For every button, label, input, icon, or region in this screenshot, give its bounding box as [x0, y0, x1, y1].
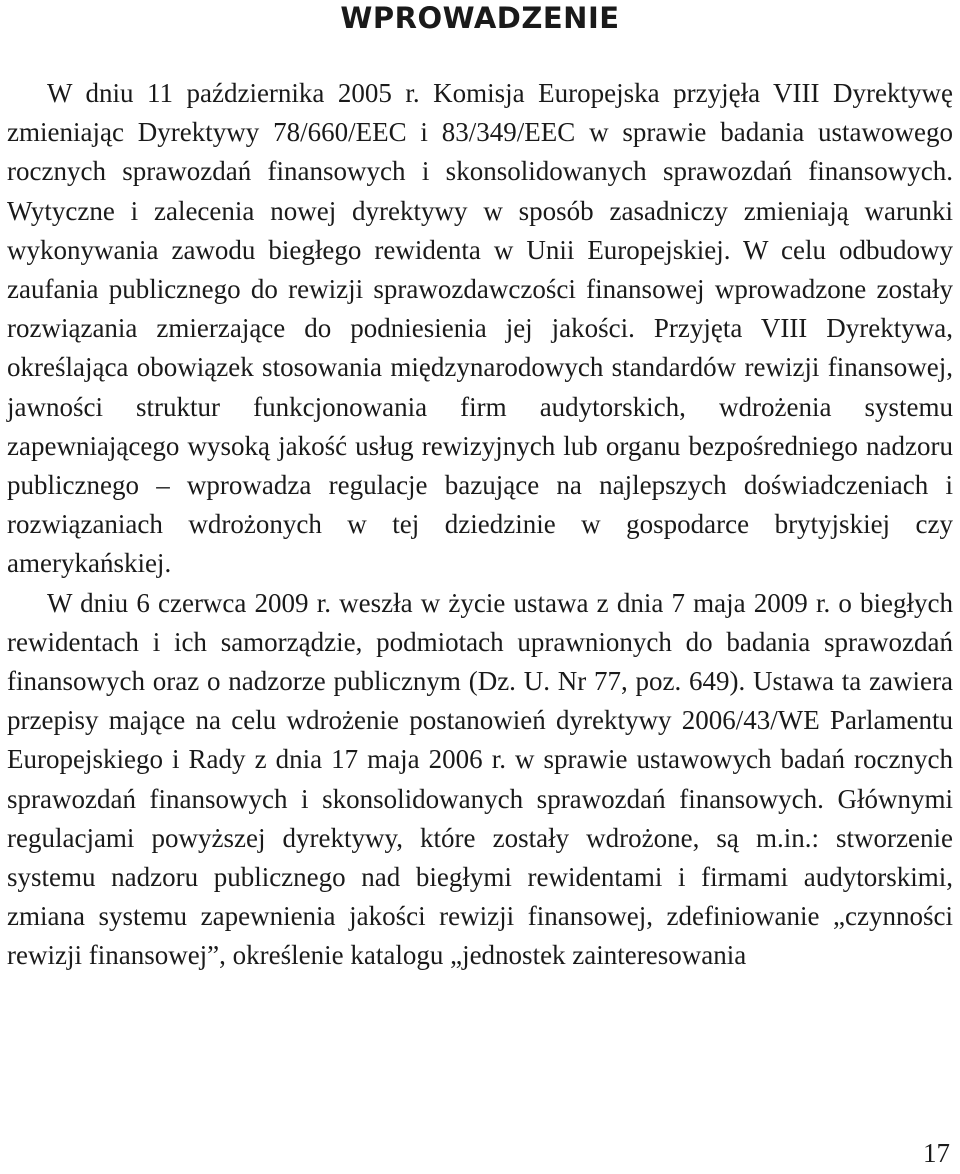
paragraph-1: W dniu 11 października 2005 r. Komisja Europejska przyjęła VIII Dyrektywę zmieniając Dyrektywy 78/660/EEC i 83/349/EEC w sprawie badania ustawowego rocznych sprawozdań finansowych i skonsolidowanych sprawozdań finansowych. Wytyczne i zalecenia nowej dyrektywy w sposób zasadniczy zmieniają warunki wykonywania zawodu biegłego rewidenta w Unii Europejskiej. W celu odbudowy zaufania publicznego do rewizji sprawozdawczości finansowej wprowadzone zostały rozwiązania zmierzające do podniesienia jej jakości. Przyjęta VIII Dyrektywa, określająca obowiązek stosowania międzynarodowych standardów rewizji finansowej, jawności struktur funkcjonowania firm audytorskich, wdrożenia systemu zapewniającego wysoką jakość usług rewizyjnych lub organu bezpośredniego nadzoru publicznego – wprowadza regulacje bazujące na najlepszych doświadczeniach i rozwiązaniach wdrożonych w tej dziedzinie w gospodarce brytyjskiej czy amerykańskiej. [7, 78, 953, 579]
body-text [7, 74, 953, 976]
chapter-heading: WPROWADZENIE [340, 1, 620, 35]
page-number: 17 [923, 1138, 950, 1168]
paragraph-2: W dniu 6 czerwca 2009 r. weszła w życie ustawa z dnia 7 maja 2009 r. o biegłych rewidentach i ich samorządzie, podmiotach uprawnionych do badania sprawozdań finansowych oraz o nadzorze publicznym (Dz. U. Nr 77, poz. 649). Ustawa ta zawiera przepisy mające na celu wdrożenie postanowień dyrektywy 2006/43/WE Parlamentu Europejskiego i Rady z dnia 17 maja 2006 r. w sprawie ustawowych badań rocznych sprawozdań finansowych i skonsolidowanych sprawozdań finansowych. Głównymi regulacjami powyższej dyrektywy, które zostały wdrożone, są m.in.: stworzenie systemu nadzoru publicznego nad biegłymi rewidentami i firmami audytorskimi, zmiana systemu zapewnienia jakości rewizji finansowej, zdefiniowanie „czynności rewizji finansowej”, określenie katalogu „jednostek zainteresowania [7, 587, 953, 971]
